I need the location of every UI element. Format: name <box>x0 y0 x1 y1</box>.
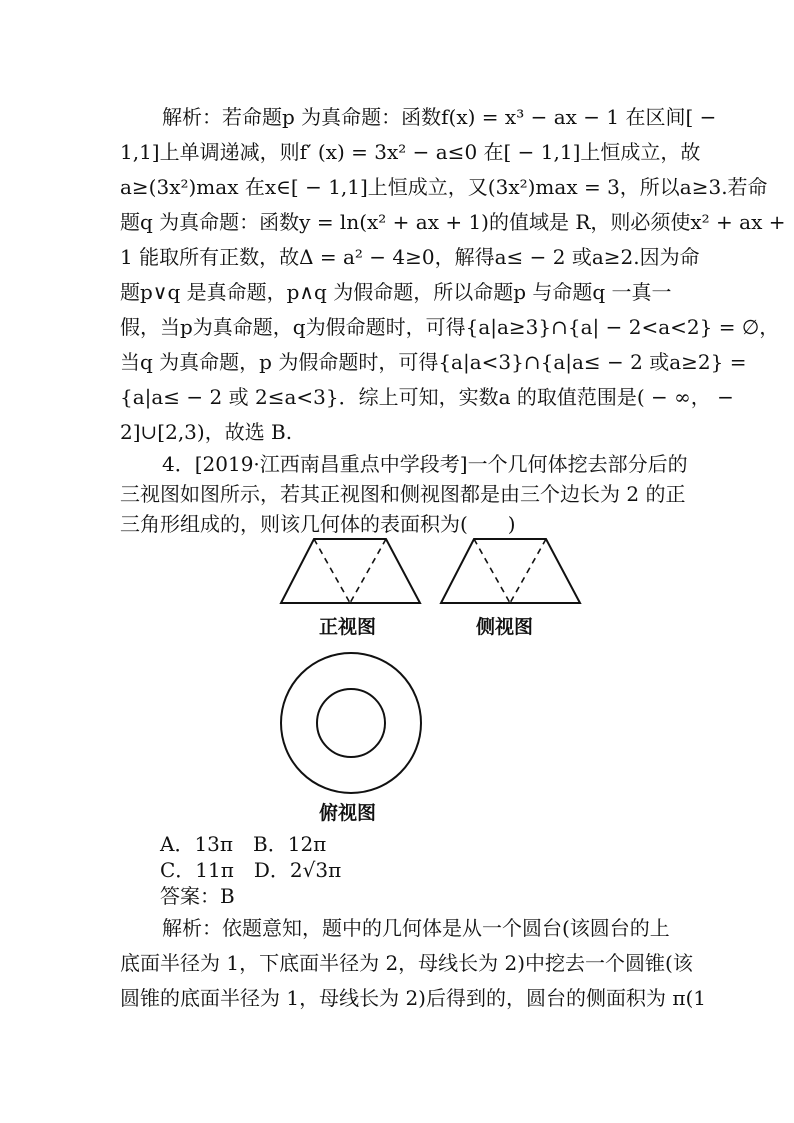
analysis-1-line: {a|a≤ − 2 或 2≤a<3}．综上可知，实数a 的取值范围是( − ∞， − <box>120 385 734 409</box>
side-view-dash-right <box>510 539 546 603</box>
question-line: 三视图如图所示，若其正视图和侧视图都是由三个边长为 2 的正 <box>120 482 686 506</box>
answer: 答案：B <box>160 884 235 908</box>
analysis-1-line: 2]∪[2,3)，故选 B. <box>120 420 293 444</box>
analysis-1-line: 假，当p为真命题，q为假命题时，可得{a|a≥3}∩{a| − 2<a<2} = ∅， <box>120 315 780 339</box>
side-view-caption: 侧视图 <box>476 616 534 638</box>
analysis-2-line: 圆锥的底面半径为 1，母线长为 2)后得到的，圆台的侧面积为 π(1 <box>120 986 706 1010</box>
analysis-2-line: 底面半径为 1，下底面半径为 2，母线长为 2)中挖去一个圆锥(该 <box>120 951 693 975</box>
analysis-2-line: 解析：依题意知，题中的几何体是从一个圆台(该圆台的上 <box>162 916 670 940</box>
analysis-1-line: 题q 为真命题：函数y = ln(x² + ax + 1)的值域是 R，则必须使x² + ax + <box>120 210 786 234</box>
analysis-1-line: 1 能取所有正数，故Δ = a² − 4≥0，解得a≤ − 2 或a≥2.因为命 <box>120 245 700 269</box>
top-view-caption: 俯视图 <box>319 802 377 824</box>
question-line: 三角形组成的，则该几何体的表面积为( ) <box>120 512 516 536</box>
analysis-1-line: 题p∨q 是真命题，p∧q 为假命题，所以命题p 与命题q 一真一 <box>120 280 672 304</box>
top-view-figure <box>278 650 424 796</box>
top-view-outer-circle <box>281 653 421 793</box>
analysis-1-line: 解析：若命题p 为真命题：函数f(x) = x³ − ax − 1 在区间[ − <box>162 105 717 129</box>
question-line: 4．[2019·江西南昌重点中学段考]一个几何体挖去部分后的 <box>162 452 688 476</box>
side-view-figure <box>438 536 584 606</box>
front-view-dash-right <box>350 539 386 603</box>
top-view-inner-circle <box>317 689 385 757</box>
side-view-outline <box>441 539 580 603</box>
options-line: C．11π D．2√3π <box>160 858 342 882</box>
front-view-outline <box>281 539 420 603</box>
analysis-1-line: 1,1]上单调递减，则f′ (x) = 3x² − a≤0 在[ − 1,1]上恒成立，故 <box>120 140 701 164</box>
front-view-dash-left <box>314 539 350 603</box>
front-view-caption: 正视图 <box>319 616 377 638</box>
side-view-dash-left <box>474 539 510 603</box>
analysis-1-line: 当q 为真命题，p 为假命题时，可得{a|a<3}∩{a|a≤ − 2 或a≥2} = <box>120 350 747 374</box>
front-view-figure <box>278 536 424 606</box>
analysis-1-line: a≥(3x²)max 在x∈[ − 1,1]上恒成立，又(3x²)max = 3，所以a≥3.若命 <box>120 175 768 199</box>
options-line: A．13π B．12π <box>160 832 327 856</box>
